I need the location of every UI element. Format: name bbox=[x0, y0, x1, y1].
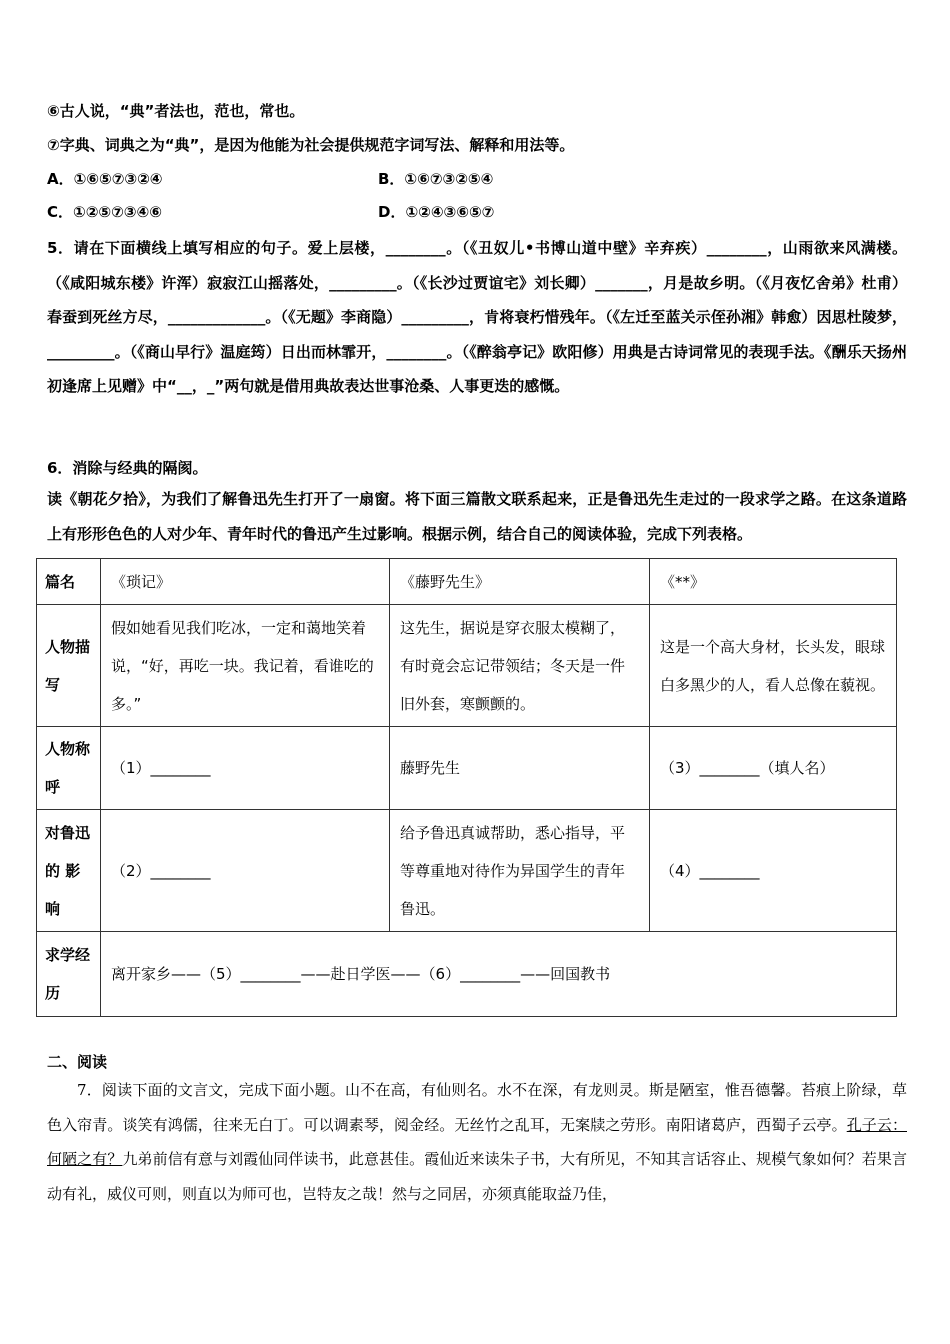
option-d: D．①②④③⑥⑤⑦ bbox=[378, 203, 495, 221]
table-cell: 藤野先生 bbox=[390, 727, 650, 810]
table-cell: 《**》 bbox=[650, 559, 897, 605]
study-path-cell[interactable]: 离开家乡——（5）________——赴日学医——（6）________——回国教书 bbox=[101, 932, 897, 1017]
q7-lead: 7．阅读下面的文言文，完成下面小题。山不在高，有仙则名。水不在深，有龙则灵。斯是陋室，惟吾德馨。苔痕上阶绿，草色入帘青。谈笑有鸿儒，往来无白丁。可以调素琴，阅金经。无丝竹之乱耳，无案牍之劳形。南阳诸葛庐，西蜀子云亭。 bbox=[47, 1081, 907, 1134]
question-6-intro: 读《朝花夕拾》，为我们了解鲁迅先生打开了一扇窗。将下面三篇散文联系起来，正是鲁迅先生走过的一段求学之路。在这条道路上有形形色色的人对少年、青年时代的鲁迅产生过影响。根据示例，结合自己的阅读体验，完成下列表格。 bbox=[47, 490, 907, 543]
table-row bbox=[37, 727, 897, 810]
table-cell: 这先生，据说是穿衣服太模糊了，有时竟会忘记带领结；冬天是一件旧外套，寒颤颤的。 bbox=[390, 605, 650, 727]
table-cell: 假如她看见我们吃冰，一定和蔼地笑着说，“好，再吃一块。我记着，看谁吃的多。” bbox=[101, 605, 390, 727]
row-header: 对鲁迅的 影响 bbox=[37, 810, 101, 932]
section-heading: 二、阅读 bbox=[47, 1053, 108, 1071]
option-a: A．①⑥⑤⑦③②④ bbox=[47, 170, 163, 188]
row-header: 求学经历 bbox=[37, 932, 101, 1017]
reading-table bbox=[36, 558, 897, 1017]
row-header: 篇名 bbox=[37, 559, 101, 605]
blank-2[interactable]: （2）________ bbox=[101, 810, 390, 932]
table-row bbox=[37, 810, 897, 932]
item-6: ⑥古人说，“典”者法也，范也，常也。 bbox=[47, 102, 305, 120]
blank-3[interactable]: （3）________（填人名） bbox=[650, 727, 897, 810]
table-cell: 《琐记》 bbox=[101, 559, 390, 605]
blank-4[interactable]: （4）________ bbox=[650, 810, 897, 932]
table-row bbox=[37, 932, 897, 1017]
question-5: 5．请在下面横线上填写相应的句子。爱上层楼，________。（《丑奴儿•书博山道中壁》辛弃疾）________，山雨欲来风满楼。（《咸阳城东楼》许浑）寂寂江山摇落处，_________。（《长沙过贾谊宅》刘长卿）_______，月是故乡明。（《月夜忆舍弟》杜甫）春蚕到死丝方尽，_____________。（《无题》李商隐）_________，肯将衰朽惜残年。（《左迁至蓝关示侄孙湘》韩愈）因思杜陵梦，_________。（《商山早行》温庭筠）日出而林霏开，________。（《醉翁亭记》欧阳修）用典是古诗词常见的表现手法。《酬乐天扬州初逢席上见赠》中“__，_”两句就是借用典故表达世事沧桑、人事更迭的感慨。 bbox=[47, 239, 907, 395]
q7-rest: 九弟前信有意与刘霞仙同伴读书，此意甚佳。霞仙近来读朱子书，大有所见，不知其言话容止、规模气象如何？若果言动有礼，威仪可则，则直以为师可也，岂特友之哉！然与之同居，亦须真能取益乃佳， bbox=[47, 1150, 907, 1203]
option-c: C．①②⑤⑦③④⑥ bbox=[47, 203, 162, 221]
table-cell: 这是一个高大身材，长头发，眼球白多黑少的人，看人总像在藐视。 bbox=[650, 605, 897, 727]
table-cell: 给予鲁迅真诚帮助，悉心指导，平等尊重地对待作为异国学生的青年鲁迅。 bbox=[390, 810, 650, 932]
item-7: ⑦字典、词典之为“典”，是因为他能为社会提供规范字词写法、解释和用法等。 bbox=[47, 136, 575, 154]
question-7 bbox=[47, 1073, 907, 1211]
table-cell: 《藤野先生》 bbox=[390, 559, 650, 605]
blank-1[interactable]: （1）________ bbox=[101, 727, 390, 810]
option-b: B．①⑥⑦③②⑤④ bbox=[378, 170, 494, 188]
row-header: 人物描写 bbox=[37, 605, 101, 727]
table-row bbox=[37, 605, 897, 727]
table-row bbox=[37, 559, 897, 605]
row-header: 人物称呼 bbox=[37, 727, 101, 810]
q7-underlined: 孔子云：何陋之有？ bbox=[47, 1115, 907, 1168]
question-6-title: 6．消除与经典的隔阂。 bbox=[47, 459, 208, 477]
